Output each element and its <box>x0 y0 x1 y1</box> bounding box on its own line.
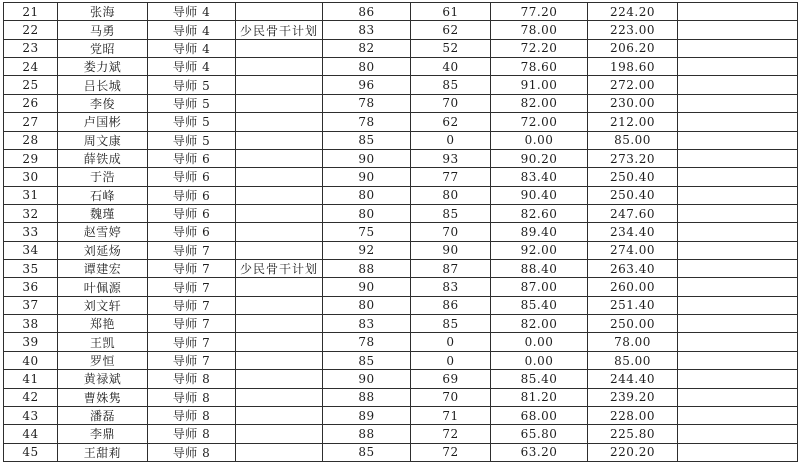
table-row <box>4 76 798 94</box>
mentor-cell: 导师 8 <box>148 388 236 406</box>
row-number-cell: 44 <box>4 425 58 443</box>
row-number-cell: 26 <box>4 94 58 112</box>
row-number-cell: 36 <box>4 278 58 296</box>
table-row <box>4 278 798 296</box>
score1-cell: 80 <box>323 204 411 222</box>
score3-cell: 85.40 <box>491 370 588 388</box>
mentor-cell: 导师 6 <box>148 149 236 167</box>
mentor-cell: 导师 4 <box>148 58 236 76</box>
mentor-cell: 导师 5 <box>148 131 236 149</box>
mentor-cell: 导师 6 <box>148 223 236 241</box>
student-name-cell: 党昭 <box>58 39 148 57</box>
row-number-cell: 43 <box>4 406 58 424</box>
mentor-cell: 导师 7 <box>148 315 236 333</box>
total-score-cell: 274.00 <box>588 241 678 259</box>
row-number-cell: 30 <box>4 168 58 186</box>
program-note-cell <box>236 333 323 351</box>
score1-cell: 83 <box>323 315 411 333</box>
row-number-cell: 23 <box>4 39 58 57</box>
total-score-cell: 198.60 <box>588 58 678 76</box>
table-row <box>4 186 798 204</box>
table-row <box>4 131 798 149</box>
score1-cell: 88 <box>323 388 411 406</box>
student-name-cell: 曹姝隽 <box>58 388 148 406</box>
score2-cell: 72 <box>411 425 491 443</box>
total-score-cell: 239.20 <box>588 388 678 406</box>
score3-cell: 92.00 <box>491 241 588 259</box>
score2-cell: 85 <box>411 76 491 94</box>
student-name-cell: 王凯 <box>58 333 148 351</box>
empty-cell <box>678 260 798 278</box>
score3-cell: 87.00 <box>491 278 588 296</box>
student-name-cell: 罗恒 <box>58 351 148 369</box>
mentor-cell: 导师 8 <box>148 406 236 424</box>
row-number-cell: 21 <box>4 3 58 21</box>
student-name-cell: 娄力斌 <box>58 58 148 76</box>
student-name-cell: 刘延炀 <box>58 241 148 259</box>
empty-cell <box>678 58 798 76</box>
table-row <box>4 425 798 443</box>
mentor-cell: 导师 4 <box>148 3 236 21</box>
total-score-cell: 223.00 <box>588 21 678 39</box>
mentor-cell: 导师 7 <box>148 241 236 259</box>
student-name-cell: 王甜莉 <box>58 443 148 461</box>
program-note-cell <box>236 168 323 186</box>
empty-cell <box>678 94 798 112</box>
table-row <box>4 333 798 351</box>
row-number-cell: 24 <box>4 58 58 76</box>
mentor-cell: 导师 6 <box>148 168 236 186</box>
total-score-cell: 228.00 <box>588 406 678 424</box>
table-row <box>4 113 798 131</box>
empty-cell <box>678 278 798 296</box>
row-number-cell: 40 <box>4 351 58 369</box>
total-score-cell: 212.00 <box>588 113 678 131</box>
total-score-cell: 263.40 <box>588 260 678 278</box>
table-row <box>4 168 798 186</box>
empty-cell <box>678 149 798 167</box>
table-row <box>4 388 798 406</box>
score3-cell: 88.40 <box>491 260 588 278</box>
row-number-cell: 31 <box>4 186 58 204</box>
score1-cell: 90 <box>323 278 411 296</box>
program-note-cell <box>236 241 323 259</box>
total-score-cell: 234.40 <box>588 223 678 241</box>
total-score-cell: 78.00 <box>588 333 678 351</box>
score1-cell: 90 <box>323 149 411 167</box>
total-score-cell: 225.80 <box>588 425 678 443</box>
mentor-cell: 导师 7 <box>148 278 236 296</box>
total-score-cell: 85.00 <box>588 351 678 369</box>
program-note-cell <box>236 3 323 21</box>
row-number-cell: 38 <box>4 315 58 333</box>
score1-cell: 96 <box>323 76 411 94</box>
score3-cell: 65.80 <box>491 425 588 443</box>
score2-cell: 85 <box>411 315 491 333</box>
score2-cell: 69 <box>411 370 491 388</box>
score2-cell: 80 <box>411 186 491 204</box>
program-note-cell: 少民骨干计划 <box>236 21 323 39</box>
score1-cell: 85 <box>323 443 411 461</box>
row-number-cell: 37 <box>4 296 58 314</box>
score3-cell: 0.00 <box>491 131 588 149</box>
empty-cell <box>678 241 798 259</box>
score3-cell: 90.40 <box>491 186 588 204</box>
empty-cell <box>678 131 798 149</box>
total-score-cell: 224.20 <box>588 3 678 21</box>
student-name-cell: 卢国彬 <box>58 113 148 131</box>
score1-cell: 85 <box>323 131 411 149</box>
program-note-cell <box>236 149 323 167</box>
row-number-cell: 35 <box>4 260 58 278</box>
row-number-cell: 39 <box>4 333 58 351</box>
total-score-cell: 273.20 <box>588 149 678 167</box>
student-name-cell: 刘文轩 <box>58 296 148 314</box>
score1-cell: 82 <box>323 39 411 57</box>
empty-cell <box>678 76 798 94</box>
mentor-cell: 导师 8 <box>148 443 236 461</box>
score3-cell: 91.00 <box>491 76 588 94</box>
score2-cell: 93 <box>411 149 491 167</box>
score1-cell: 83 <box>323 21 411 39</box>
empty-cell <box>678 388 798 406</box>
empty-cell <box>678 296 798 314</box>
empty-cell <box>678 21 798 39</box>
score1-cell: 78 <box>323 113 411 131</box>
table-body <box>4 3 798 462</box>
student-name-cell: 李俊 <box>58 94 148 112</box>
student-name-cell: 赵雪婷 <box>58 223 148 241</box>
mentor-cell: 导师 6 <box>148 204 236 222</box>
score2-cell: 62 <box>411 21 491 39</box>
empty-cell <box>678 113 798 131</box>
empty-cell <box>678 3 798 21</box>
total-score-cell: 230.00 <box>588 94 678 112</box>
score3-cell: 82.60 <box>491 204 588 222</box>
program-note-cell <box>236 94 323 112</box>
student-name-cell: 潘磊 <box>58 406 148 424</box>
score3-cell: 72.00 <box>491 113 588 131</box>
total-score-cell: 251.40 <box>588 296 678 314</box>
empty-cell <box>678 351 798 369</box>
score3-cell: 82.00 <box>491 315 588 333</box>
score3-cell: 82.00 <box>491 94 588 112</box>
program-note-cell <box>236 131 323 149</box>
student-name-cell: 谭建宏 <box>58 260 148 278</box>
table-row <box>4 39 798 57</box>
total-score-cell: 250.40 <box>588 186 678 204</box>
score3-cell: 89.40 <box>491 223 588 241</box>
table-row <box>4 241 798 259</box>
total-score-cell: 247.60 <box>588 204 678 222</box>
program-note-cell <box>236 315 323 333</box>
program-note-cell <box>236 223 323 241</box>
mentor-cell: 导师 7 <box>148 333 236 351</box>
empty-cell <box>678 223 798 241</box>
program-note-cell <box>236 278 323 296</box>
program-note-cell <box>236 186 323 204</box>
student-name-cell: 叶佩源 <box>58 278 148 296</box>
student-name-cell: 吕长城 <box>58 76 148 94</box>
score2-cell: 86 <box>411 296 491 314</box>
score2-cell: 83 <box>411 278 491 296</box>
table-row <box>4 315 798 333</box>
score1-cell: 78 <box>323 94 411 112</box>
score2-cell: 71 <box>411 406 491 424</box>
score3-cell: 68.00 <box>491 406 588 424</box>
mentor-cell: 导师 6 <box>148 186 236 204</box>
total-score-cell: 260.00 <box>588 278 678 296</box>
score1-cell: 85 <box>323 351 411 369</box>
score2-cell: 70 <box>411 94 491 112</box>
program-note-cell <box>236 351 323 369</box>
table-row <box>4 406 798 424</box>
total-score-cell: 250.40 <box>588 168 678 186</box>
score1-cell: 86 <box>323 3 411 21</box>
empty-cell <box>678 443 798 461</box>
table-row <box>4 370 798 388</box>
total-score-cell: 244.40 <box>588 370 678 388</box>
table-row <box>4 260 798 278</box>
score1-cell: 90 <box>323 168 411 186</box>
student-name-cell: 石峰 <box>58 186 148 204</box>
table-row <box>4 351 798 369</box>
score1-cell: 80 <box>323 296 411 314</box>
spreadsheet-region <box>3 2 797 463</box>
score-table <box>3 2 798 462</box>
score2-cell: 77 <box>411 168 491 186</box>
row-number-cell: 32 <box>4 204 58 222</box>
score2-cell: 70 <box>411 223 491 241</box>
program-note-cell <box>236 388 323 406</box>
score2-cell: 85 <box>411 204 491 222</box>
score3-cell: 90.20 <box>491 149 588 167</box>
empty-cell <box>678 333 798 351</box>
score2-cell: 52 <box>411 39 491 57</box>
score1-cell: 78 <box>323 333 411 351</box>
score1-cell: 88 <box>323 260 411 278</box>
program-note-cell <box>236 76 323 94</box>
total-score-cell: 206.20 <box>588 39 678 57</box>
mentor-cell: 导师 5 <box>148 94 236 112</box>
score1-cell: 90 <box>323 370 411 388</box>
row-number-cell: 22 <box>4 21 58 39</box>
mentor-cell: 导师 5 <box>148 76 236 94</box>
empty-cell <box>678 168 798 186</box>
score1-cell: 80 <box>323 186 411 204</box>
table-row <box>4 443 798 461</box>
empty-cell <box>678 315 798 333</box>
student-name-cell: 于浩 <box>58 168 148 186</box>
table-row <box>4 296 798 314</box>
mentor-cell: 导师 8 <box>148 425 236 443</box>
table-row <box>4 204 798 222</box>
score2-cell: 70 <box>411 388 491 406</box>
mentor-cell: 导师 4 <box>148 39 236 57</box>
score1-cell: 75 <box>323 223 411 241</box>
student-name-cell: 张海 <box>58 3 148 21</box>
student-name-cell: 黄禄斌 <box>58 370 148 388</box>
mentor-cell: 导师 7 <box>148 296 236 314</box>
empty-cell <box>678 39 798 57</box>
row-number-cell: 42 <box>4 388 58 406</box>
program-note-cell <box>236 425 323 443</box>
score2-cell: 40 <box>411 58 491 76</box>
score3-cell: 81.20 <box>491 388 588 406</box>
table-row <box>4 58 798 76</box>
total-score-cell: 85.00 <box>588 131 678 149</box>
score3-cell: 78.00 <box>491 21 588 39</box>
program-note-cell <box>236 296 323 314</box>
total-score-cell: 220.20 <box>588 443 678 461</box>
score1-cell: 80 <box>323 58 411 76</box>
row-number-cell: 41 <box>4 370 58 388</box>
total-score-cell: 250.00 <box>588 315 678 333</box>
score1-cell: 88 <box>323 425 411 443</box>
student-name-cell: 周文康 <box>58 131 148 149</box>
table-row <box>4 223 798 241</box>
mentor-cell: 导师 7 <box>148 260 236 278</box>
score3-cell: 0.00 <box>491 333 588 351</box>
empty-cell <box>678 425 798 443</box>
program-note-cell <box>236 443 323 461</box>
score2-cell: 62 <box>411 113 491 131</box>
row-number-cell: 45 <box>4 443 58 461</box>
row-number-cell: 25 <box>4 76 58 94</box>
score3-cell: 85.40 <box>491 296 588 314</box>
mentor-cell: 导师 7 <box>148 351 236 369</box>
score3-cell: 0.00 <box>491 351 588 369</box>
score2-cell: 61 <box>411 3 491 21</box>
student-name-cell: 郑艳 <box>58 315 148 333</box>
empty-cell <box>678 406 798 424</box>
program-note-cell <box>236 39 323 57</box>
empty-cell <box>678 204 798 222</box>
score3-cell: 83.40 <box>491 168 588 186</box>
score3-cell: 72.20 <box>491 39 588 57</box>
empty-cell <box>678 370 798 388</box>
score2-cell: 87 <box>411 260 491 278</box>
program-note-cell <box>236 58 323 76</box>
score1-cell: 89 <box>323 406 411 424</box>
program-note-cell <box>236 406 323 424</box>
row-number-cell: 29 <box>4 149 58 167</box>
score1-cell: 92 <box>323 241 411 259</box>
student-name-cell: 李鼎 <box>58 425 148 443</box>
row-number-cell: 34 <box>4 241 58 259</box>
student-name-cell: 薛铁成 <box>58 149 148 167</box>
row-number-cell: 33 <box>4 223 58 241</box>
empty-cell <box>678 186 798 204</box>
mentor-cell: 导师 8 <box>148 370 236 388</box>
program-note-cell <box>236 204 323 222</box>
student-name-cell: 魏瑾 <box>58 204 148 222</box>
table-row <box>4 149 798 167</box>
program-note-cell: 少民骨干计划 <box>236 260 323 278</box>
score3-cell: 63.20 <box>491 443 588 461</box>
table-row <box>4 21 798 39</box>
score2-cell: 0 <box>411 333 491 351</box>
score3-cell: 77.20 <box>491 3 588 21</box>
table-row <box>4 3 798 21</box>
score2-cell: 0 <box>411 351 491 369</box>
row-number-cell: 28 <box>4 131 58 149</box>
program-note-cell <box>236 370 323 388</box>
program-note-cell <box>236 113 323 131</box>
score2-cell: 90 <box>411 241 491 259</box>
total-score-cell: 272.00 <box>588 76 678 94</box>
row-number-cell: 27 <box>4 113 58 131</box>
score2-cell: 0 <box>411 131 491 149</box>
mentor-cell: 导师 4 <box>148 21 236 39</box>
table-row <box>4 94 798 112</box>
mentor-cell: 导师 5 <box>148 113 236 131</box>
student-name-cell: 马勇 <box>58 21 148 39</box>
score3-cell: 78.60 <box>491 58 588 76</box>
score2-cell: 72 <box>411 443 491 461</box>
